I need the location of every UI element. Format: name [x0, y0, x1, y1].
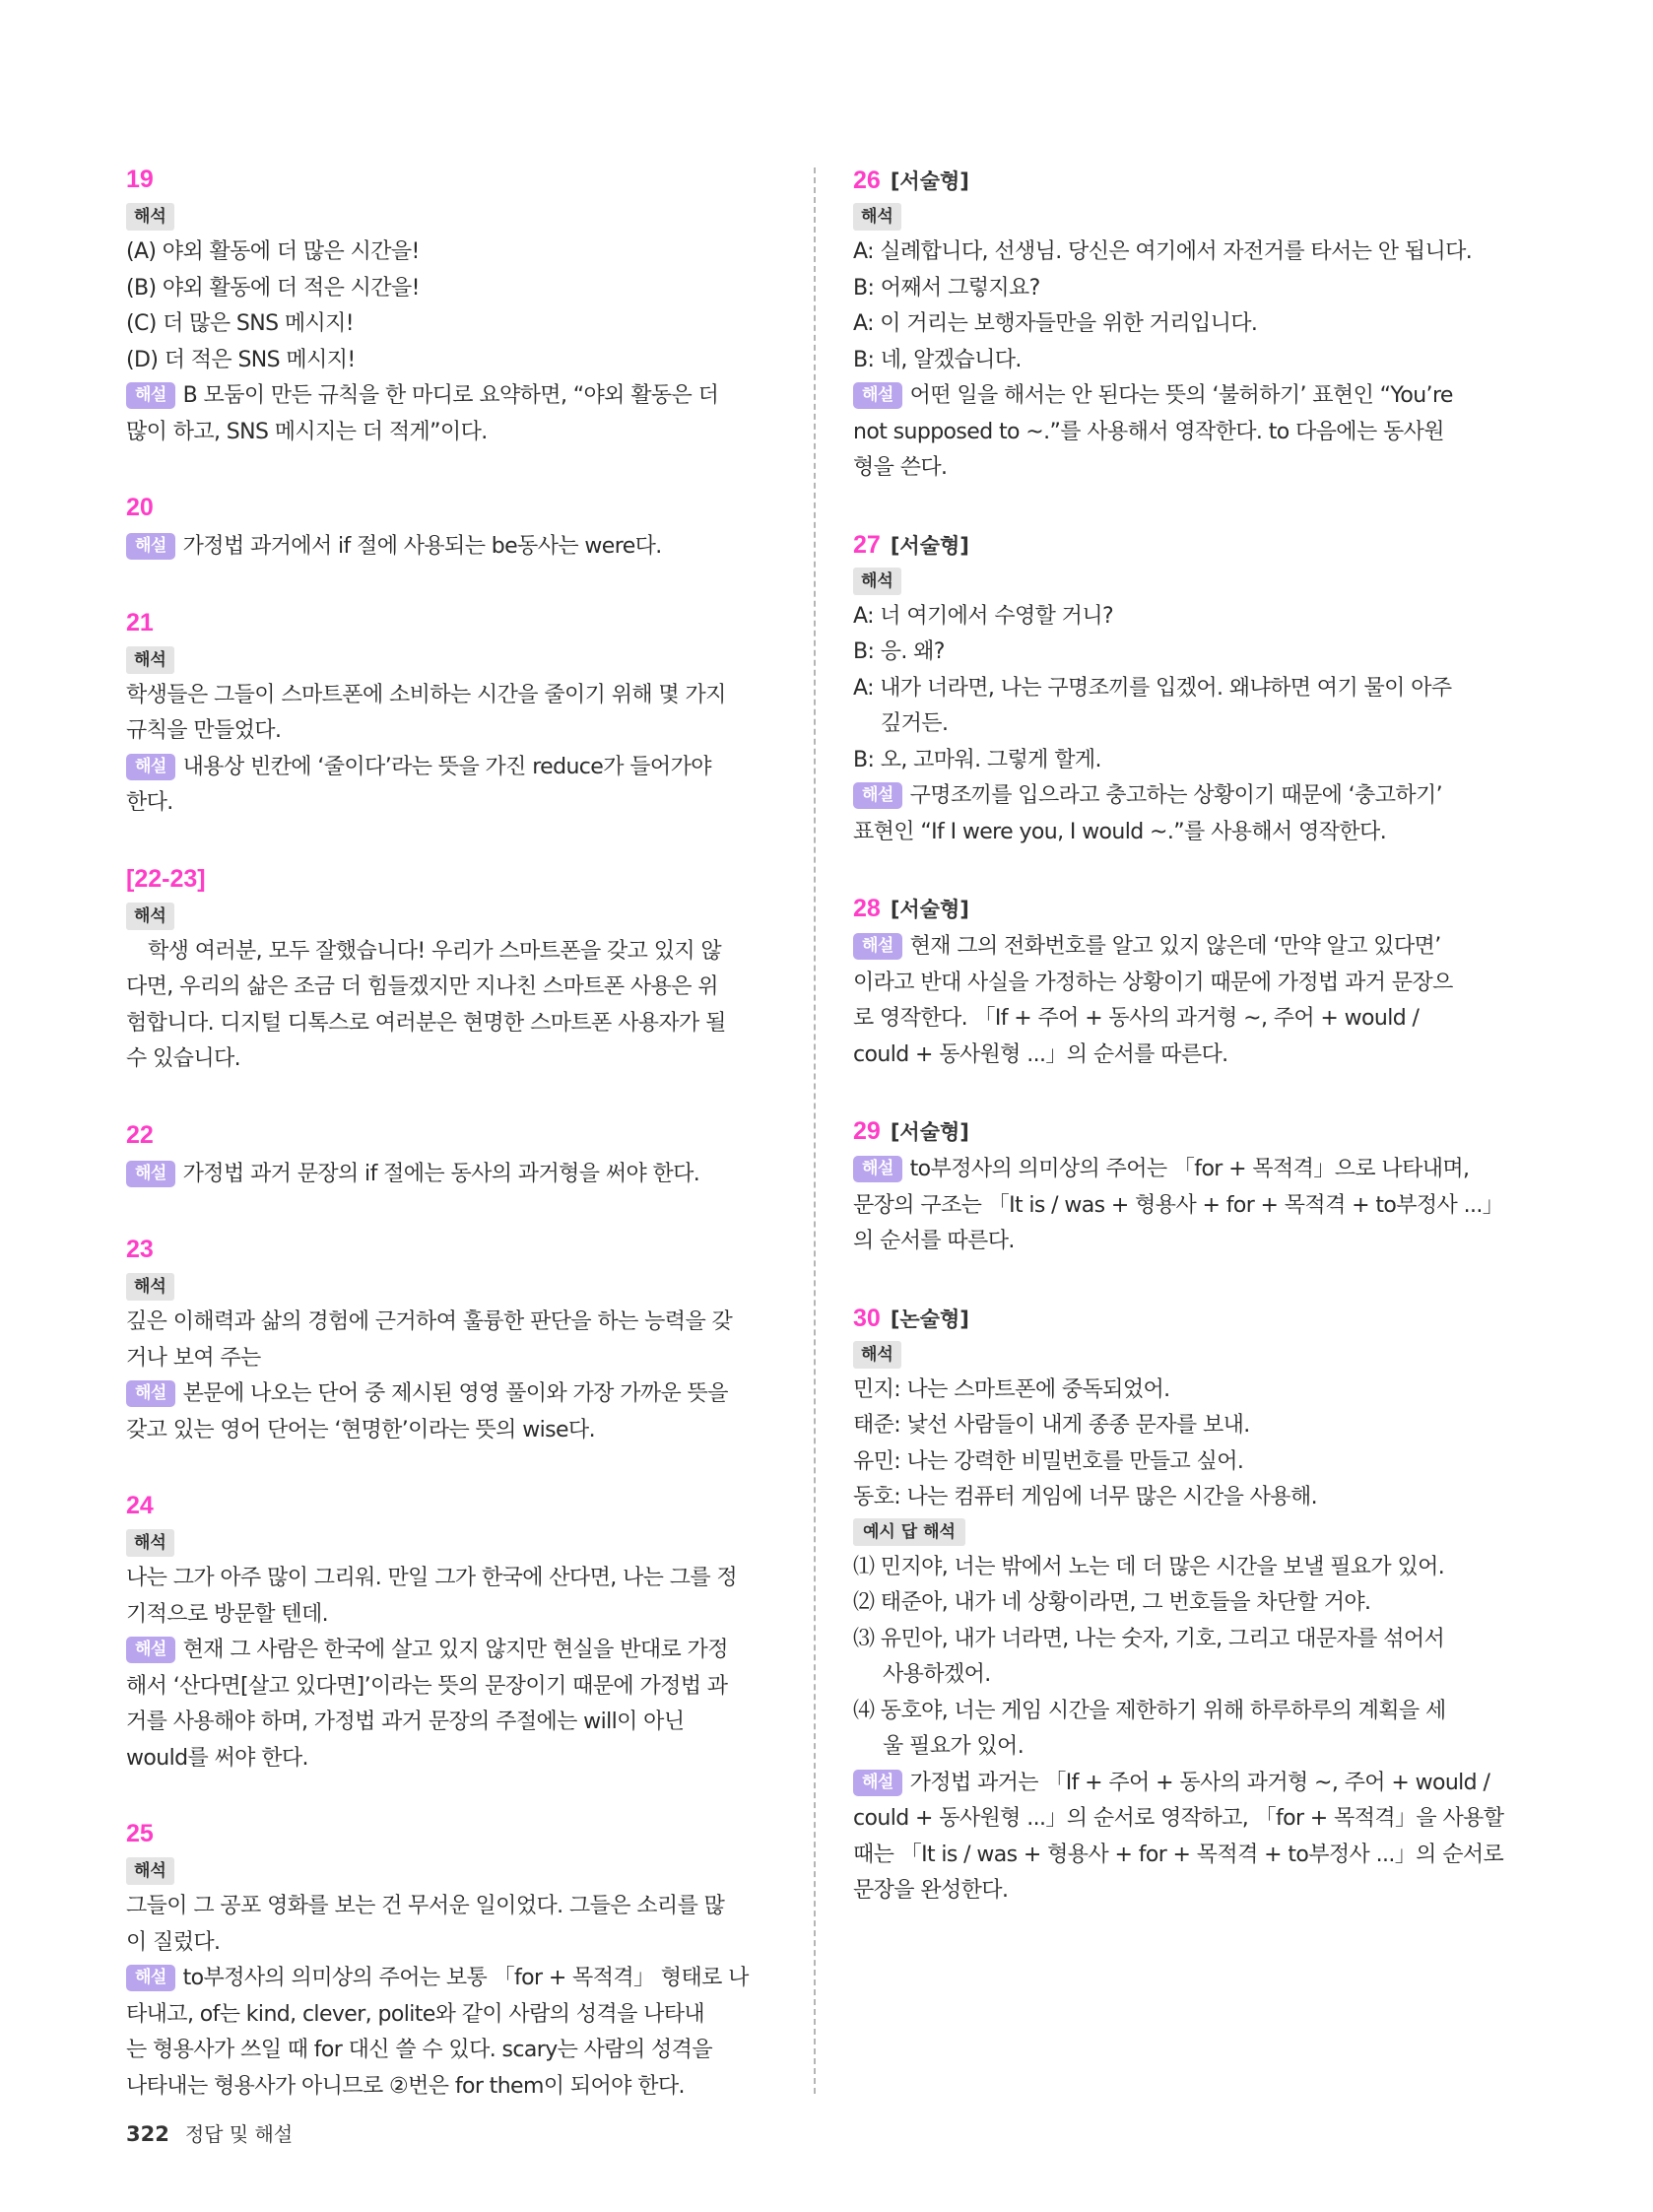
translation-line: 수 있습니다.: [126, 1046, 241, 1071]
explanation-line: 해설 가정법 과거에서 if 절에 사용되는 be동사는 were다.: [126, 529, 776, 566]
question-type-tag: [서술형]: [890, 1120, 969, 1144]
page-footer: [126, 2118, 293, 2147]
explanation-line: 갖고 있는 영어 단어는 ‘현명한’이라는 뜻의 wise다.: [126, 1417, 595, 1442]
translation-label: 해석: [126, 203, 174, 231]
question-20: [126, 494, 776, 566]
explanation-badge: 해설: [853, 1156, 902, 1182]
footer-title: 정답 및 해설: [184, 2122, 294, 2146]
explanation-line: 한다.: [126, 790, 173, 815]
dialogue-line: A: 너 여기에서 수영할 거니?: [853, 603, 1114, 629]
explanation-line: could + 동사원형 ...」의 순서로 영작하고, 「for + 목적격」을 사용할: [853, 1806, 1504, 1831]
question-21: [126, 609, 776, 822]
answer-line: 사용하겠어.: [883, 1662, 991, 1687]
explanation-badge: 해설: [126, 1161, 175, 1187]
question-number: 21: [126, 608, 154, 637]
explanation-line: 나타내는 형용사가 아니므로 ②번은 for them이 되어야 한다.: [126, 2073, 685, 2099]
explanation-line: 이라고 반대 사실을 가정하는 상황이기 때문에 가정법 과거 문장으: [853, 970, 1453, 995]
translation-label: 해석: [126, 1273, 174, 1301]
explanation-line: 형을 쓴다.: [853, 455, 948, 480]
translation-line: 깊은 이해력과 삶의 경험에 근거하여 훌륭한 판단을 하는 능력을 갖: [126, 1309, 733, 1334]
explanation-badge: 해설: [126, 754, 175, 780]
explanation-line: 해설 to부정사의 의미상의 주어는 「for + 목적격」으로 나타내며,: [853, 1152, 1503, 1188]
explanation-badge: 해설: [126, 533, 175, 560]
explanation-badge: 해설: [126, 382, 175, 409]
explanation-line: 해설 현재 그의 전화번호를 알고 있지 않은데 ‘만약 알고 있다면’: [853, 929, 1503, 966]
question-27: [853, 530, 1503, 851]
translation-label: 해석: [126, 903, 174, 930]
answer-line: ⑷ 동호야, 너는 게임 시간을 제한하기 위해 하루하루의 계획을 세: [853, 1698, 1446, 1723]
explanation-line: 는 형용사가 쓰일 때 for 대신 쓸 수 있다. scary는 사람의 성격을: [126, 2038, 712, 2062]
question-type-tag: [서술형]: [890, 169, 969, 193]
translation-line: 이 질렀다.: [126, 1929, 221, 1955]
question-type-tag: [서술형]: [890, 898, 969, 921]
question-number: 22: [126, 1120, 154, 1149]
explanation-line: 때는 「It is / was + 형용사 + for + 목적격 + to부정사 ...」의 순서로: [853, 1842, 1504, 1867]
dialogue-line: A: 이 거리는 보행자들만을 위한 거리입니다.: [853, 311, 1258, 336]
question-28: [853, 894, 1503, 1073]
explanation-badge: 해설: [853, 782, 902, 809]
dialogue-line: B: 오, 고마워. 그렇게 할게.: [853, 747, 1101, 772]
translation-label: 해석: [126, 1857, 174, 1885]
translation-line: 학생 여러분, 모두 잘했습니다! 우리가 스마트폰을 갖고 있지 않: [148, 938, 722, 964]
question-number: 19: [126, 166, 154, 193]
explanation-line: 로 영작한다. 「If + 주어 + 동사의 과거형 ~, 주어 + would /: [853, 1006, 1420, 1031]
question-type-tag: [논술형]: [890, 1307, 969, 1331]
question-number: 30: [853, 1304, 881, 1332]
explanation-badge: 해설: [853, 1770, 902, 1796]
question-24: [126, 1492, 776, 1776]
dialogue-line: B: 응. 왜?: [853, 639, 945, 664]
question-type-tag: [서술형]: [890, 533, 969, 558]
translation-line: 나는 그가 아주 많이 그리워. 만일 그가 한국에 산다면, 나는 그를 정: [126, 1566, 738, 1590]
question-number: 27: [853, 530, 881, 559]
translation-label: 해석: [126, 646, 174, 674]
translation-label: 해석: [853, 203, 901, 231]
explanation-line: 해설 본문에 나오는 단어 중 제시된 영영 풀이와 가장 가까운 뜻을: [126, 1376, 776, 1413]
page-number: 322: [126, 2122, 169, 2146]
right-column: [853, 166, 1503, 1953]
explanation-line: 거를 사용해야 하며, 가정법 과거 문장의 주절에는 will이 아닌: [126, 1709, 685, 1734]
explanation-badge: 해설: [853, 382, 902, 409]
translation-line: (C) 더 많은 SNS 메시지!: [126, 311, 355, 336]
explanation-line: 해서 ‘산다면[살고 있다면]’이라는 뜻의 문장이기 때문에 가정법 과: [126, 1673, 728, 1699]
explanation-badge: 해설: [853, 933, 902, 960]
column-divider: [814, 168, 816, 2094]
translation-line: (D) 더 적은 SNS 메시지!: [126, 347, 356, 372]
explanation-line: 문장을 완성한다.: [853, 1878, 1009, 1903]
translation-label: 해석: [126, 1529, 174, 1557]
explanation-line: 타내고, of는 kind, clever, polite와 같이 사람의 성격을 나타내: [126, 2001, 705, 2027]
answer-line: ⑶ 유민아, 내가 너라면, 나는 숫자, 기호, 그리고 대문자를 섞어서: [853, 1626, 1445, 1651]
explanation-line: 해설 가정법 과거 문장의 if 절에는 동사의 과거형을 써야 한다.: [126, 1157, 776, 1193]
translation-line: (A) 야외 활동에 더 많은 시간을!: [126, 239, 420, 264]
question-19: [126, 166, 776, 450]
translation-line: 거나 보여 주는: [126, 1345, 261, 1371]
question-30: [853, 1304, 1503, 1910]
translation-line: 험합니다. 디지털 디톡스로 여러분은 현명한 스마트폰 사용자가 될: [126, 1010, 726, 1036]
dialogue-line: B: 어째서 그렇지요?: [853, 275, 1040, 301]
explanation-line: 해설 어떤 일을 해서는 안 된다는 뜻의 ‘불허하기’ 표현인 “You’re: [853, 378, 1503, 415]
explanation-line: 해설 to부정사의 의미상의 주어는 보통 「for + 목적격」 형태로 나: [126, 1961, 776, 1997]
dialogue-line: 동호: 나는 컴퓨터 게임에 너무 많은 시간을 사용해.: [853, 1485, 1317, 1509]
dialogue-line: A: 실례합니다, 선생님. 당신은 여기에서 자전거를 타서는 안 됩니다.: [853, 239, 1473, 264]
question-25: [126, 1820, 776, 2105]
translation-line: (B) 야외 활동에 더 적은 시간을!: [126, 275, 420, 301]
question-number: 23: [126, 1236, 154, 1263]
question-number: [22-23]: [126, 864, 206, 893]
translation-line: 규칙을 만들었다.: [126, 718, 282, 743]
translation-line: 학생들은 그들이 스마트폰에 소비하는 시간을 줄이기 위해 몇 가지: [126, 682, 726, 707]
explanation-line: not supposed to ~.”를 사용해서 영작한다. to 다음에는 동사원: [853, 419, 1444, 444]
translation-label: 해석: [853, 1341, 901, 1369]
explanation-line: 문장의 구조는 「It is / was + 형용사 + for + 목적격 + to부정사 ...」: [853, 1192, 1504, 1218]
explanation-line: 의 순서를 따른다.: [853, 1229, 1015, 1253]
explanation-badge: 해설: [126, 1380, 175, 1407]
answer-line: ⑴ 민지야, 너는 밖에서 노는 데 더 많은 시간을 보낼 필요가 있어.: [853, 1554, 1445, 1579]
question-number: 24: [126, 1492, 154, 1519]
answer-line: 울 필요가 있어.: [883, 1734, 1025, 1759]
explanation-line: 표현인 “If I were you, I would ~.”를 사용해서 영작한다.: [853, 819, 1387, 844]
explanation-line: could + 동사원형 ...」의 순서를 따른다.: [853, 1041, 1228, 1067]
question-29: [853, 1116, 1503, 1260]
dialogue-line: 민지: 나는 스마트폰에 중독되었어.: [853, 1376, 1170, 1402]
question-number: 25: [126, 1820, 154, 1847]
question-23: [126, 1236, 776, 1448]
question-22-23: [126, 865, 776, 1078]
explanation-line: 해설 가정법 과거는 「If + 주어 + 동사의 과거형 ~, 주어 + would /: [853, 1766, 1503, 1802]
translation-line: 그들이 그 공포 영화를 보는 건 무서운 일이었다. 그들은 소리를 많: [126, 1894, 725, 1918]
explanation-line: 많이 하고, SNS 메시지는 더 적게”이다.: [126, 419, 488, 444]
explanation-line: 해설 내용상 빈칸에 ‘줄이다’라는 뜻을 가진 reduce가 들어가야: [126, 750, 776, 786]
question-number: 20: [126, 494, 154, 521]
translation-label: 해석: [853, 568, 901, 595]
dialogue-line: A: 내가 너라면, 나는 구명조끼를 입겠어. 왜냐하면 여기 물이 아주: [853, 675, 1452, 701]
explanation-line: would를 써야 한다.: [126, 1745, 308, 1771]
question-number: 28: [853, 895, 881, 922]
translation-line: 다면, 우리의 삶은 조금 더 힘들겠지만 지나친 스마트폰 사용은 위: [126, 974, 718, 999]
question-22: [126, 1121, 776, 1193]
question-number: 26: [853, 167, 881, 194]
question-26: [853, 166, 1503, 487]
explanation-badge: 해설: [126, 1637, 175, 1663]
dialogue-line: 유민: 나는 강력한 비밀번호를 만들고 싶어.: [853, 1448, 1244, 1474]
example-answer-label: 예시 답 해석: [853, 1518, 965, 1546]
dialogue-line: B: 네, 알겠습니다.: [853, 347, 1022, 372]
question-number: 29: [853, 1117, 881, 1145]
dialogue-line: 깊거든.: [881, 711, 949, 736]
explanation-line: 해설 현재 그 사람은 한국에 살고 있지 않지만 현실을 반대로 가정: [126, 1633, 776, 1669]
left-column: [126, 166, 776, 2148]
explanation-line: 해설 B 모둠이 만든 규칙을 한 마디로 요약하면, “야외 활동은 더: [126, 378, 776, 415]
explanation-line: 해설 구명조끼를 입으라고 충고하는 상황이기 때문에 ‘충고하기’: [853, 778, 1503, 815]
explanation-badge: 해설: [126, 1965, 175, 1991]
dialogue-line: 태준: 낯선 사람들이 내게 종종 문자를 보내.: [853, 1413, 1250, 1438]
translation-line: 기적으로 방문할 텐데.: [126, 1601, 329, 1627]
answer-line: ⑵ 태준아, 내가 네 상황이라면, 그 번호들을 차단할 거야.: [853, 1590, 1371, 1615]
